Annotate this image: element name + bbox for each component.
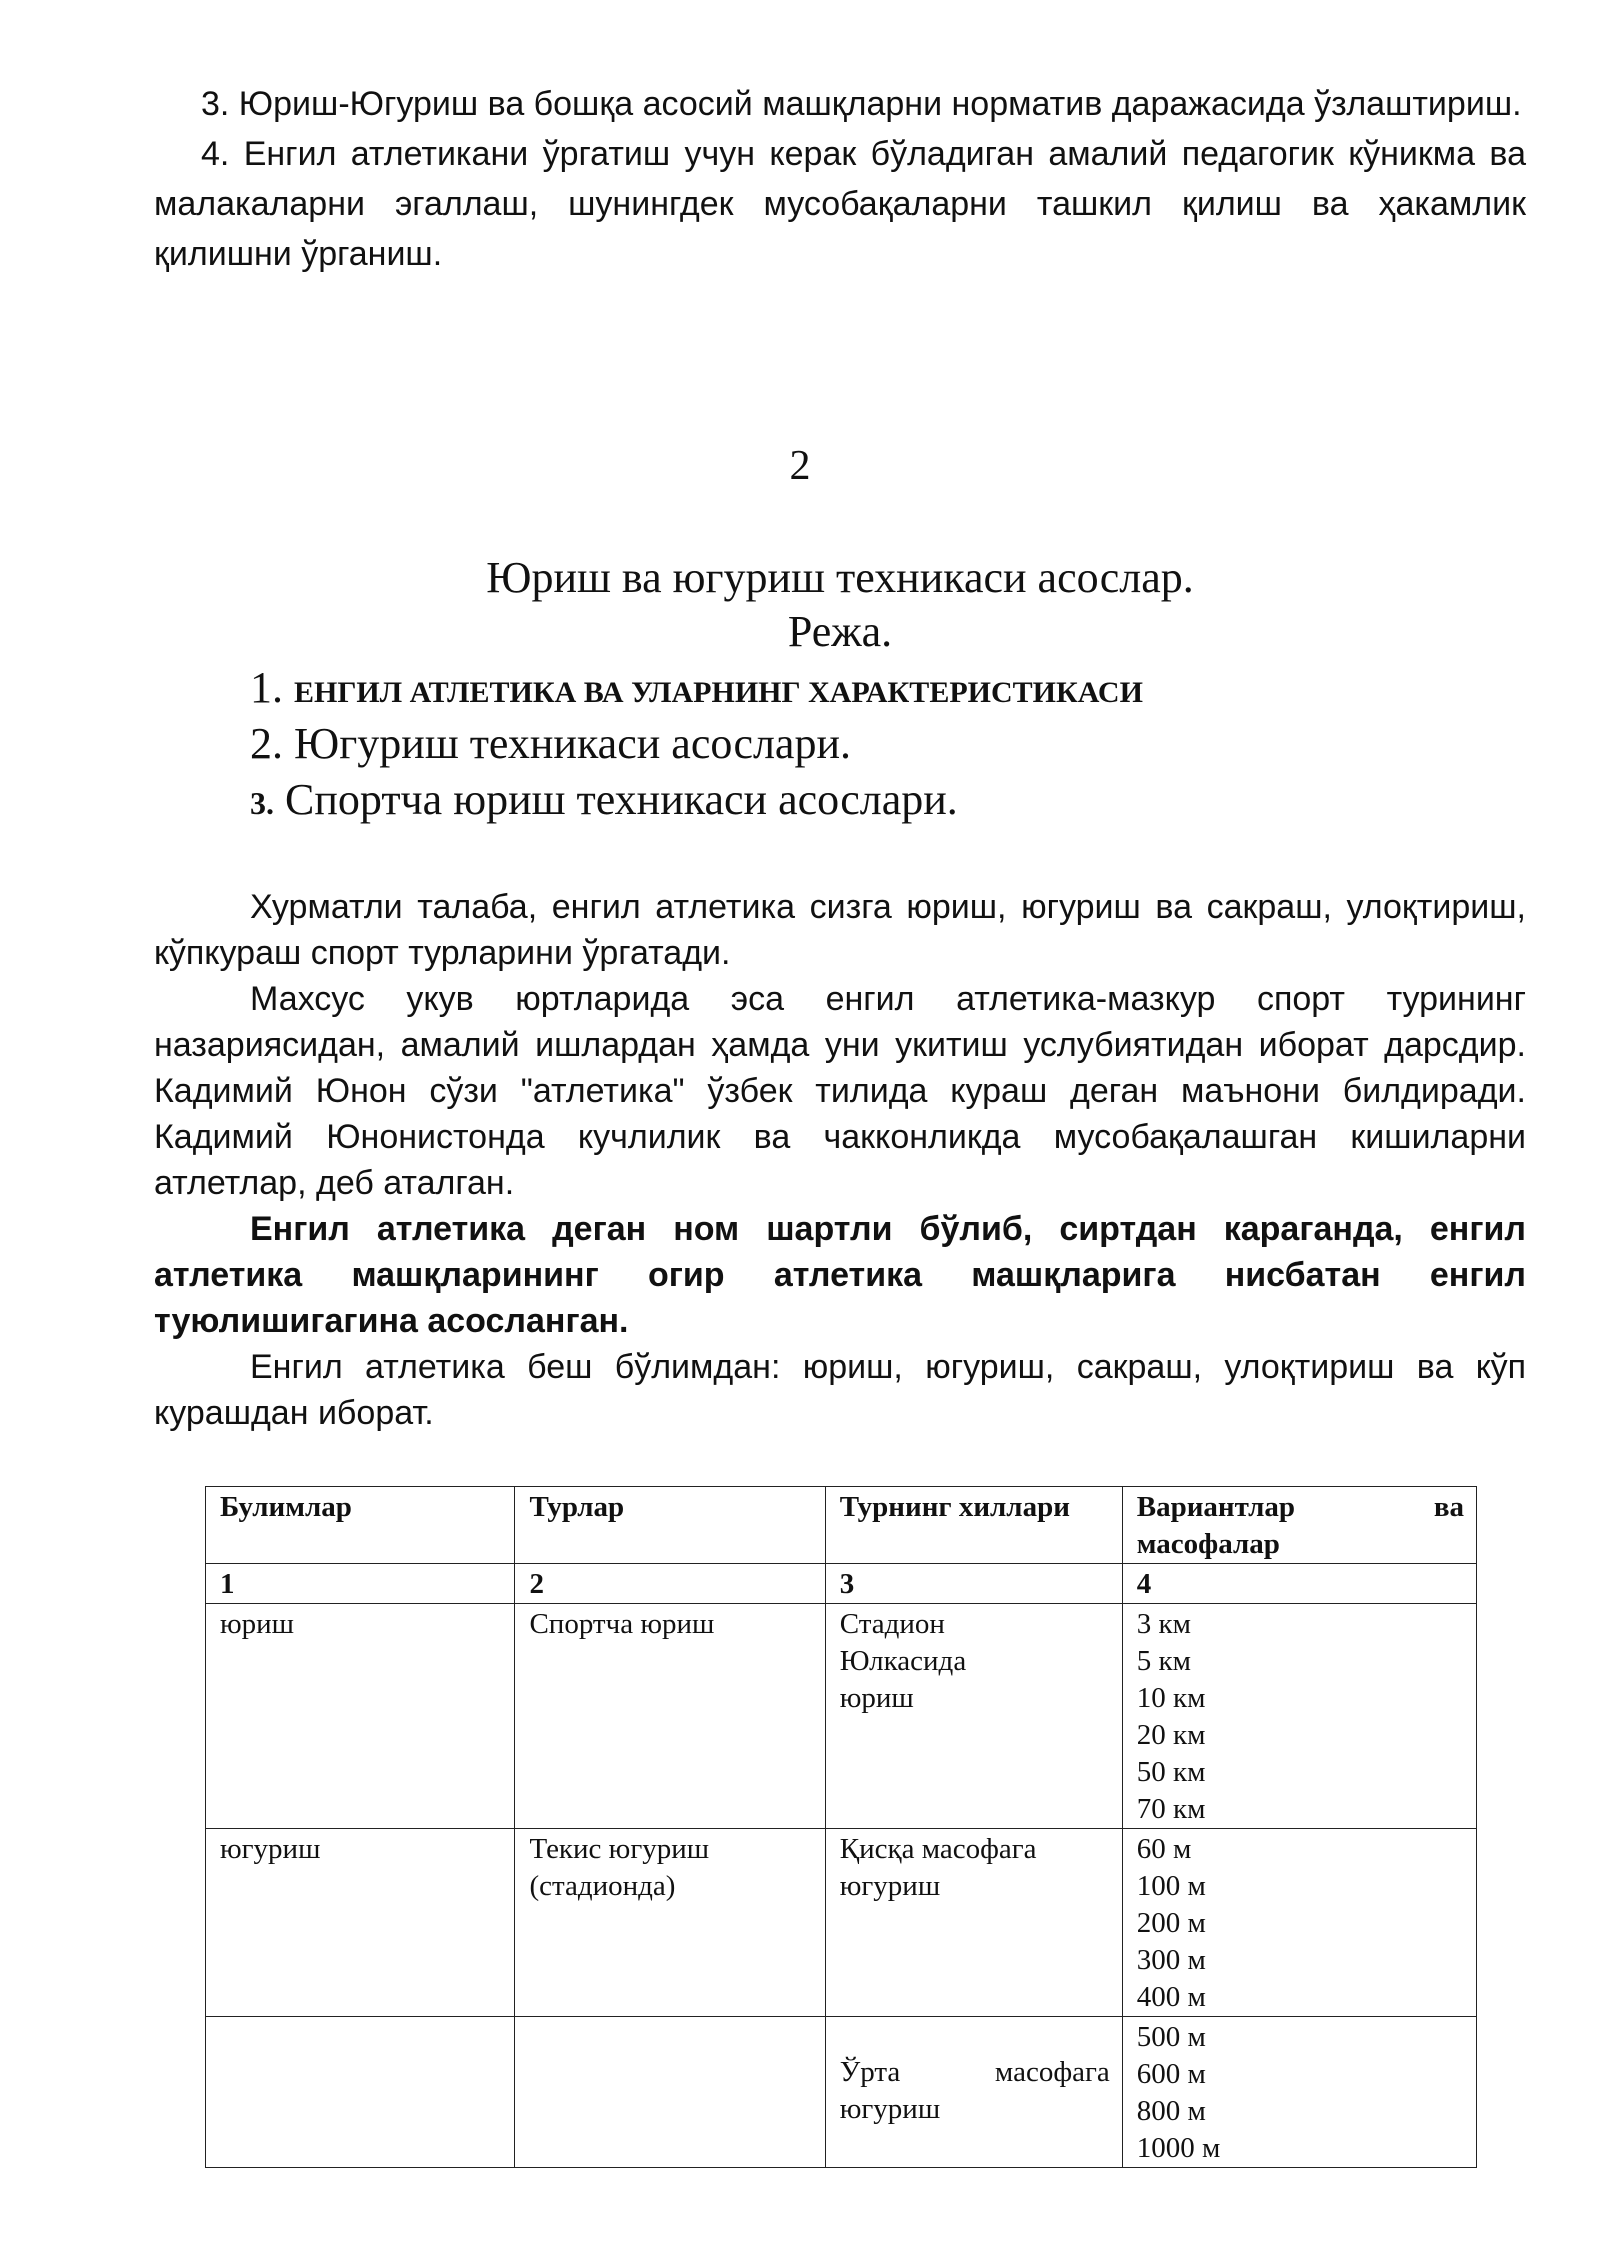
intro-item-3: 3. Юриш-Югуриш ва бошқа асосий машқларни норматив даражасида ўзлаштириш.: [201, 85, 1522, 123]
plan-item-1: [250, 660, 1143, 721]
cell-line: югуриш: [839, 1870, 941, 1902]
column-number: 3: [825, 1564, 1122, 1604]
distance-value: 3 км: [1136, 1608, 1191, 1640]
cell-section: юриш: [206, 1604, 515, 1829]
table-row: [206, 1829, 1477, 2017]
cell-line: Қисқа масофага: [839, 1833, 1037, 1865]
table-number-row: [206, 1564, 1477, 1604]
intro-item-4: 4. Енгил атлетикани ўргатиш учун керак бўладиган амалий педагогик кўникма ва малакаларни эгаллаш, шунингдек мусобақаларни ташкил қилиш ва ҳакамлик қилишни ўрганиш.: [154, 135, 1526, 273]
cell-variety: [825, 1604, 1122, 1829]
header-varieties: Турнинг хиллари: [825, 1487, 1122, 1564]
header-and-word: ва: [1433, 1491, 1464, 1523]
body-text: [154, 884, 1526, 1436]
cell-type: [515, 1829, 825, 2017]
distance-value: 100 м: [1136, 1870, 1206, 1902]
cell-section: югуриш: [206, 1829, 515, 2017]
paragraph-2: Махсус укув юртларида эса енгил атлетика-мазкур спорт турининг назариясидан, амалий ишлардан ҳамда уни укитиш услубиятидан иборат дарсдир. Кадимий Юнон сўзи "атлетика" ўзбек тилида кураш деган маънони билдиради. Кадимий Юнонистонда кучлилик ва чакконликда мусобақалашган кишиларни атлетлар, деб аталган.: [154, 980, 1526, 1202]
table-row: [206, 2017, 1477, 2168]
cell-type: Спортча юриш: [515, 1604, 825, 1829]
header-sections: Булимлар: [206, 1487, 515, 1564]
plan-item-number: 3.: [250, 785, 274, 821]
cell-word: югуриш: [839, 2093, 941, 2125]
cell-type: [515, 2017, 825, 2168]
column-number: 1: [206, 1564, 515, 1604]
distance-value: 300 м: [1136, 1944, 1206, 1976]
plan-heading: Режа.: [787, 607, 893, 656]
paragraph-3-bold: Енгил атлетика деган ном шартли бўлиб, сиртдан караганда, енгил атлетика машқларининг огир атлетика машқларига нисбатан енгил туюлишигагина асосланган.: [154, 1210, 1526, 1340]
distance-value: 70 км: [1136, 1793, 1206, 1825]
cell-word: масофага: [994, 2056, 1110, 2088]
distance-value: 500 м: [1136, 2021, 1206, 2053]
table-row: [206, 1604, 1477, 1829]
distance-value: 10 км: [1136, 1682, 1206, 1714]
plan-item-text: ЕНГИЛ АТЛЕТИКА ВА УЛАРНИНГ ХАРАКТЕРИСТИКАСИ: [294, 676, 1143, 709]
distance-value: 400 м: [1136, 1981, 1206, 2013]
plan-item-text: Югуриш техникаси асослари.: [294, 719, 852, 768]
cell-word: Ўрта: [839, 2056, 901, 2088]
cell-distances: [1122, 2017, 1476, 2168]
paragraph-1: Хурматли талаба, енгил атлетика сизга юриш, югуриш ва сакраш, улоқтириш, кўпкураш спорт турларини ўргатади.: [154, 888, 1526, 972]
distance-value: 20 км: [1136, 1719, 1206, 1751]
cell-variety: [825, 1829, 1122, 2017]
distance-value: 5 км: [1136, 1645, 1191, 1677]
cell-line: Текис югуриш: [529, 1833, 710, 1865]
column-number: 2: [515, 1564, 825, 1604]
section-number: 2: [789, 443, 811, 489]
section-title: Юриш ва югуриш техникаси асослар.: [486, 553, 1194, 602]
cell-line: юриш: [839, 1682, 914, 1714]
plan-item-number: 2.: [250, 719, 283, 768]
plan-item-number: 1.: [250, 663, 283, 712]
distance-value: 60 м: [1136, 1833, 1192, 1865]
table-header-row: [206, 1487, 1477, 1564]
paragraph-4: Енгил атлетика беш бўлимдан: юриш, югуриш, сакраш, улоқтириш ва кўп курашдан иборат.: [154, 1348, 1526, 1432]
distance-value: 600 м: [1136, 2058, 1206, 2090]
cell-section: [206, 2017, 515, 2168]
cell-variety: [825, 2017, 1122, 2168]
distance-value: 1000 м: [1136, 2132, 1221, 2164]
intro-list: [154, 79, 1526, 279]
distance-value: 50 км: [1136, 1756, 1206, 1788]
header-distances-word: масофалар: [1136, 1528, 1280, 1560]
header-variants-word: Вариантлар: [1136, 1491, 1296, 1523]
header-types: Турлар: [515, 1487, 825, 1564]
distance-value: 800 м: [1136, 2095, 1206, 2127]
cell-distances: [1122, 1604, 1476, 1829]
plan-item-3: [250, 772, 958, 831]
cell-distances: [1122, 1829, 1476, 2017]
header-variants-distances: [1122, 1487, 1476, 1564]
cell-line: Юлкасида: [839, 1645, 967, 1677]
plan-item-text: Спортча юриш техникаси асослари.: [285, 775, 958, 824]
cell-line: (стадионда): [529, 1870, 676, 1902]
column-number: 4: [1122, 1564, 1476, 1604]
cell-line: Стадион: [839, 1608, 945, 1640]
plan-item-2: [250, 716, 851, 772]
athletics-sections-table: [205, 1486, 1477, 2168]
distance-value: 200 м: [1136, 1907, 1206, 1939]
